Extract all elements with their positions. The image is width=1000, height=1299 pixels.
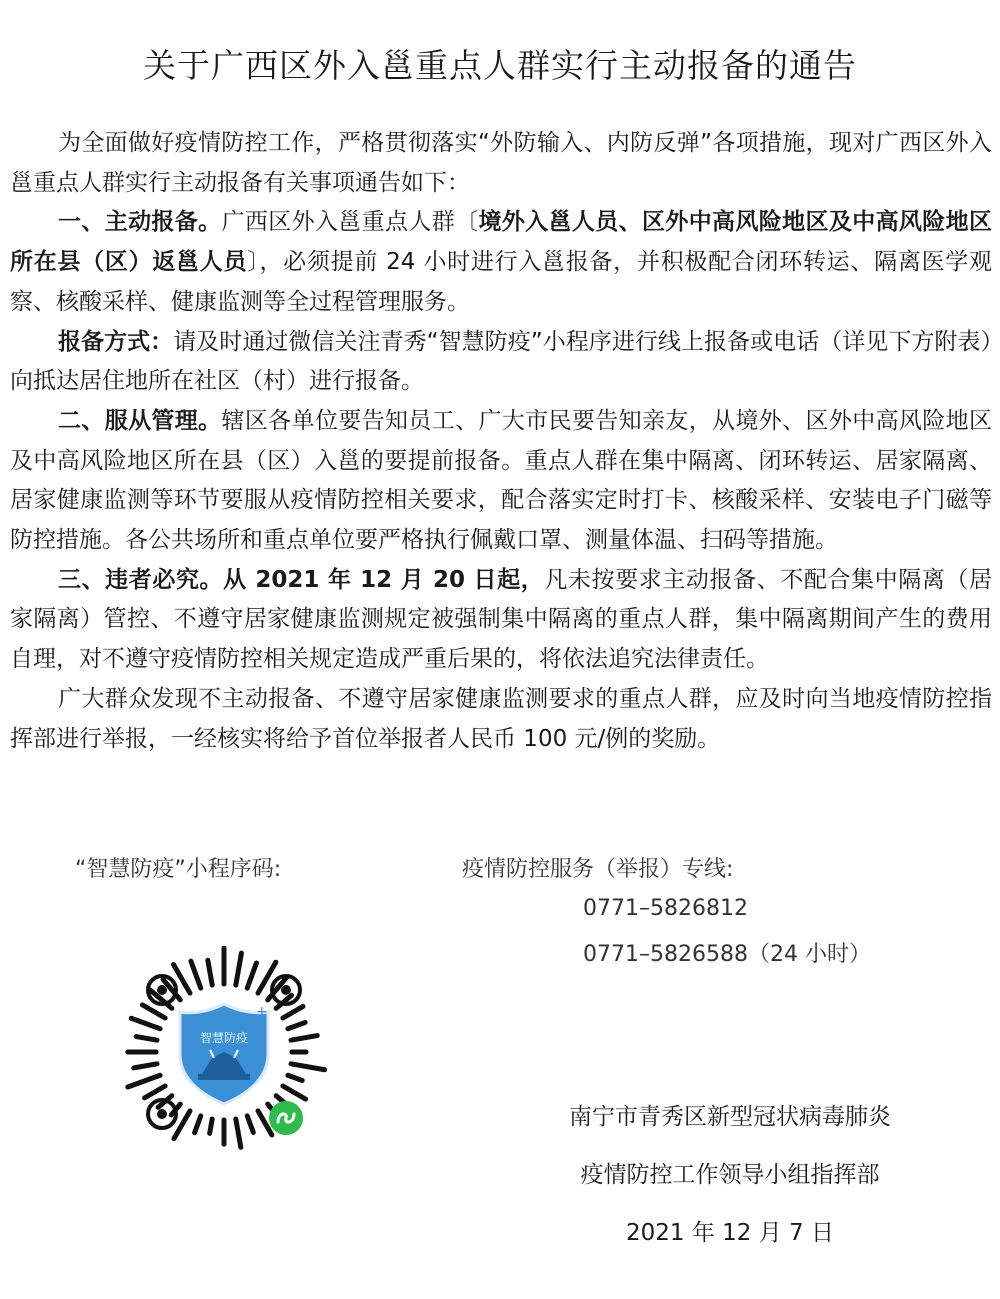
report-method-heading: 报备方式：: [58, 328, 174, 355]
qr-code-label: “智慧防疫”小程序码:: [75, 857, 282, 882]
qr-code-ray: [191, 961, 201, 988]
qr-code-image: [118, 946, 330, 1158]
qr-code-ray: [210, 1119, 213, 1133]
notice-body: [10, 124, 992, 759]
issuer-line-1: 南宁市青秀区新型冠状病毒肺炎: [569, 1104, 891, 1130]
qr-code-ray: [288, 1022, 305, 1028]
qr-code-ray: [136, 1037, 157, 1041]
qr-code-ray: [236, 1119, 241, 1147]
qr-code-ray: [131, 1018, 160, 1029]
intro-paragraph: 为全面做好疫情防控工作，严格贯彻落实“外防输入、内防反弹”各项措施，现对广西区外入邕重点人群实行主动报备有关事项通告如下：: [10, 130, 992, 196]
section-2-heading: 二、服从管理。: [58, 407, 222, 434]
qr-finder-dot: [157, 1109, 167, 1119]
section-2-paragraph: 二、服从管理。辖区各单位要告知员工、广大市民要告知亲友，从境外、区外中高风险地区及中高风险地区所在县（区）入邕的要提前报备。重点人群在集中隔离、闭环转运、居家隔离、居家健康监测等环节要服从疫情防控相关要求，配合落实定时打卡、核酸采样、安装电子门磁等防控措施。各公共场所和重点单位要严格执行佩戴口罩、测量体温、扫码等措施。: [10, 407, 993, 554]
qr-code-ray: [291, 1064, 325, 1070]
issue-date: 2021 年 12 月 7 日: [626, 1220, 834, 1246]
qr-code-ray: [283, 1086, 306, 1099]
qr-code-ray: [291, 1036, 317, 1041]
section-1-paragraph: 一、主动报备。广西区外入邕重点人群〔境外入邕人员、区外中高风险地区及中高风险地区所在县（区）返邕人员〕，必须提前 24 小时进行入邕报备，并积极配合闭环转运、隔离医学观察、核酸采样、健康监测等全过程管理服务。: [10, 209, 993, 315]
section-1-heading: 一、主动报备。: [58, 209, 222, 236]
qr-code-ray: [134, 1064, 157, 1068]
report-method-paragraph: 报备方式：请及时通过微信关注青秀“智慧防疫”小程序进行线上报备或电话（详见下方附表）向抵达居住地所在社区（村）进行报备。: [10, 328, 992, 395]
document-title: 关于广西区外入邕重点人群实行主动报备的通告: [143, 46, 857, 85]
section-3-paragraph: 三、违者必究。从 2021 年 12 月 20 日起，凡未按要求主动报备、不配合集中隔离（居家隔离）管控、不遵守居家健康监测规定被强制集中隔离的重点人群，集中隔离期间产生的费用自理，对不遵守疫情防控相关规定造成严重后果的，将依法追究法律责任。: [10, 566, 993, 673]
qr-code-ray: [195, 1116, 201, 1133]
section-3-date: 从 2021 年 12 月 20 日起，: [223, 566, 545, 593]
qr-code-ray: [145, 1086, 166, 1098]
section-3-heading: 三、违者必究。: [58, 566, 224, 593]
mini-program-qr-code[interactable]: [118, 946, 330, 1158]
shield-logo-text: 智慧防疫: [199, 1031, 249, 1045]
hotline-phone-1: 0771–5826812: [583, 896, 748, 921]
qr-code-ray: [236, 953, 242, 985]
plus-icon: +: [256, 1004, 268, 1020]
qr-code-ray: [128, 1075, 160, 1087]
hotline-label: 疫情防控服务（举报）专线:: [462, 857, 734, 882]
qr-code-ray: [283, 1006, 303, 1018]
section-1-target-groups: 境外入邕人员、区外中高风险地区及中高风险地区所在县（区）返邕人员: [10, 209, 993, 276]
qr-code-ray: [288, 1075, 302, 1080]
qr-code-ray: [247, 963, 256, 988]
qr-code-ray: [142, 1005, 165, 1018]
closing-paragraph: 广大群众发现不主动报备、不遵守居家健康监测要求的重点人群，应及时向当地疫情防控指挥部进行举报，一经核实将给予首位举报者人民币 100 元/例的奖励。: [10, 685, 992, 752]
hotline-phone-2: 0771–5826588（24 小时）: [583, 942, 871, 967]
qr-finder-dot: [157, 985, 167, 995]
qr-code-ray: [247, 1116, 253, 1133]
issuer-line-2: 疫情防控工作领导小组指挥部: [580, 1162, 880, 1188]
qr-code-ray: [208, 960, 212, 985]
qr-finder-dot: [281, 985, 291, 995]
